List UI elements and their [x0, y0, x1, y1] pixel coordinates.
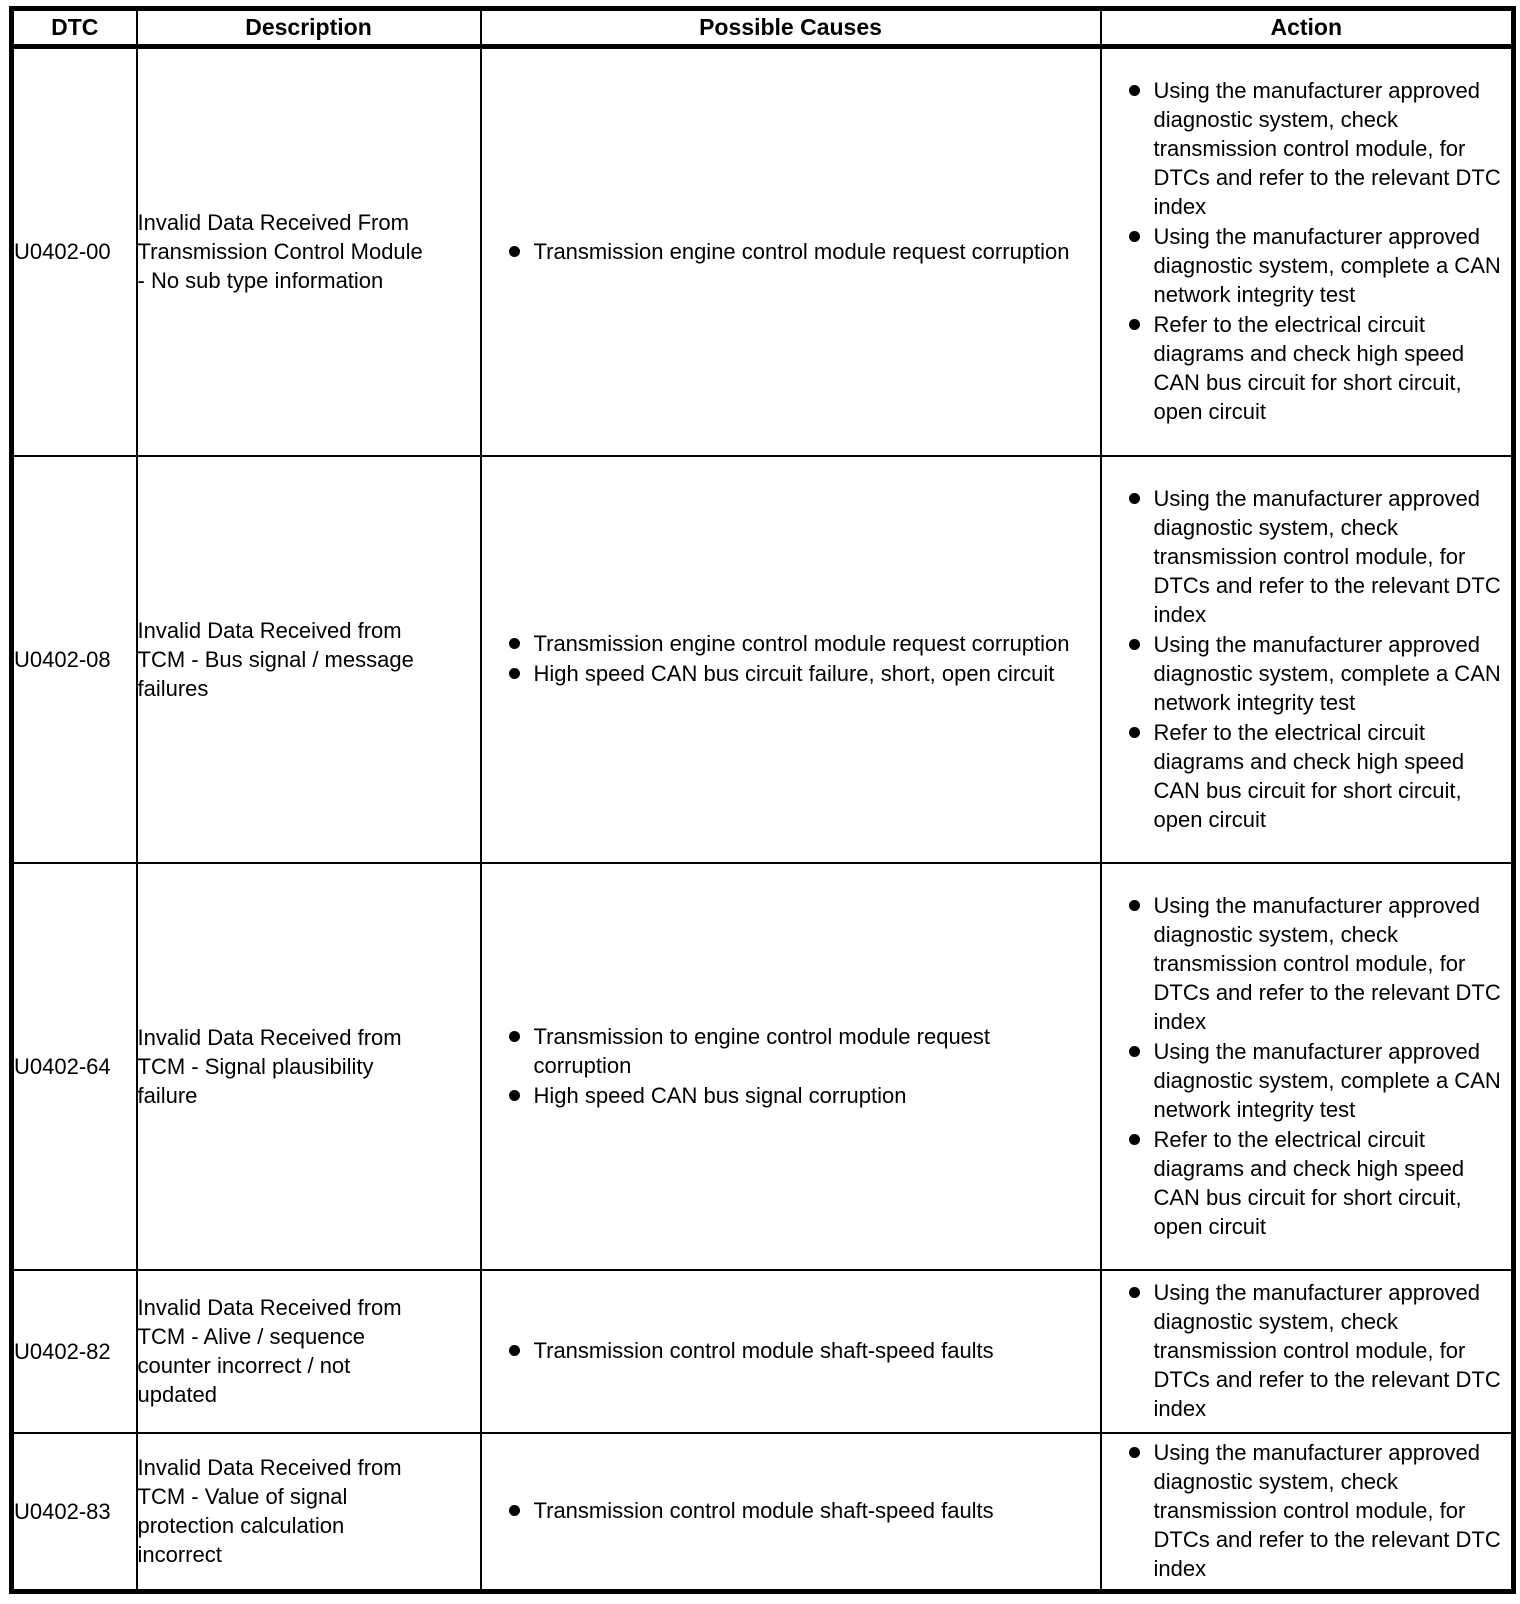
action-cell	[1101, 1433, 1514, 1592]
header-possible-causes: Possible Causes	[481, 9, 1101, 47]
causes-cell	[481, 1270, 1101, 1433]
dtc-code: U0402-83	[12, 1433, 137, 1592]
causes-cell	[481, 1433, 1101, 1592]
description-cell	[137, 1270, 481, 1433]
bullet-item: Using the manufacturer approved diagnostic system, check transmission control module, for DTCs and refer to the relevant DTC index	[1102, 1438, 1512, 1583]
action-cell	[1101, 456, 1514, 863]
description-text: Invalid Data Received from TCM - Alive / sequence counter incorrect / not updated	[137, 1295, 402, 1407]
bullet-item: Using the manufacturer approved diagnostic system, check transmission control module, for DTCs and refer to the relevant DTC index	[1102, 891, 1512, 1036]
description-text: Invalid Data Received from TCM - Value of signal protection calculation incorrect	[137, 1455, 402, 1568]
actions-list	[1102, 1278, 1512, 1423]
bullet-item: Using the manufacturer approved diagnostic system, check transmission control module, for DTCs and refer to the relevant DTC index	[1102, 76, 1512, 221]
bullet-item: Using the manufacturer approved diagnostic system, complete a CAN network integrity test	[1102, 222, 1512, 309]
header-action: Action	[1101, 9, 1514, 47]
actions-list	[1102, 1438, 1512, 1583]
header-dtc: DTC	[12, 9, 137, 47]
bullet-item: Transmission engine control module request corruption	[482, 629, 1074, 658]
table-row	[12, 47, 1514, 456]
description-cell	[137, 1433, 481, 1592]
bullet-item: Using the manufacturer approved diagnostic system, check transmission control module, for DTCs and refer to the relevant DTC index	[1102, 1278, 1512, 1423]
causes-list	[482, 237, 1074, 266]
table-row	[12, 1270, 1514, 1433]
table-header-row	[12, 9, 1514, 47]
description-text: Invalid Data Received from TCM - Bus signal / message failures	[137, 617, 414, 701]
bullet-item: Using the manufacturer approved diagnostic system, complete a CAN network integrity test	[1102, 630, 1512, 717]
actions-list	[1102, 484, 1512, 834]
dtc-table	[9, 6, 1516, 1594]
bullet-item: Refer to the electrical circuit diagrams and check high speed CAN bus circuit for short circuit, open circuit	[1102, 1125, 1512, 1241]
actions-list	[1102, 891, 1512, 1241]
causes-cell	[481, 863, 1101, 1270]
bullet-item: Transmission control module shaft-speed faults	[482, 1496, 1074, 1525]
dtc-code: U0402-64	[12, 863, 137, 1270]
table-row	[12, 456, 1514, 863]
description-cell	[137, 863, 481, 1270]
bullet-item: Transmission control module shaft-speed faults	[482, 1336, 1074, 1365]
bullet-item: Transmission to engine control module request corruption	[482, 1022, 1074, 1080]
causes-list	[482, 629, 1074, 688]
causes-list	[482, 1022, 1074, 1110]
causes-list	[482, 1336, 1074, 1365]
bullet-item: High speed CAN bus circuit failure, short, open circuit	[482, 659, 1074, 688]
description-cell	[137, 47, 481, 456]
description-text: Invalid Data Received from TCM - Signal plausibility failure	[137, 1024, 402, 1108]
description-cell	[137, 456, 481, 863]
bullet-item: Using the manufacturer approved diagnostic system, check transmission control module, for DTCs and refer to the relevant DTC index	[1102, 484, 1512, 629]
bullet-item: High speed CAN bus signal corruption	[482, 1081, 1074, 1110]
description-text: Invalid Data Received From Transmission Control Module - No sub type information	[137, 210, 423, 294]
bullet-item: Refer to the electrical circuit diagrams and check high speed CAN bus circuit for short circuit, open circuit	[1102, 718, 1512, 834]
causes-cell	[481, 47, 1101, 456]
dtc-code: U0402-00	[12, 47, 137, 456]
bullet-item: Transmission engine control module request corruption	[482, 237, 1074, 266]
action-cell	[1101, 863, 1514, 1270]
causes-cell	[481, 456, 1101, 863]
dtc-code: U0402-08	[12, 456, 137, 863]
table-row	[12, 863, 1514, 1270]
actions-list	[1102, 76, 1512, 426]
bullet-item: Using the manufacturer approved diagnostic system, complete a CAN network integrity test	[1102, 1037, 1512, 1124]
bullet-item: Refer to the electrical circuit diagrams and check high speed CAN bus circuit for short circuit, open circuit	[1102, 310, 1512, 426]
table-row	[12, 1433, 1514, 1592]
action-cell	[1101, 47, 1514, 456]
action-cell	[1101, 1270, 1514, 1433]
header-description: Description	[137, 9, 481, 47]
causes-list	[482, 1496, 1074, 1525]
dtc-code: U0402-82	[12, 1270, 137, 1433]
